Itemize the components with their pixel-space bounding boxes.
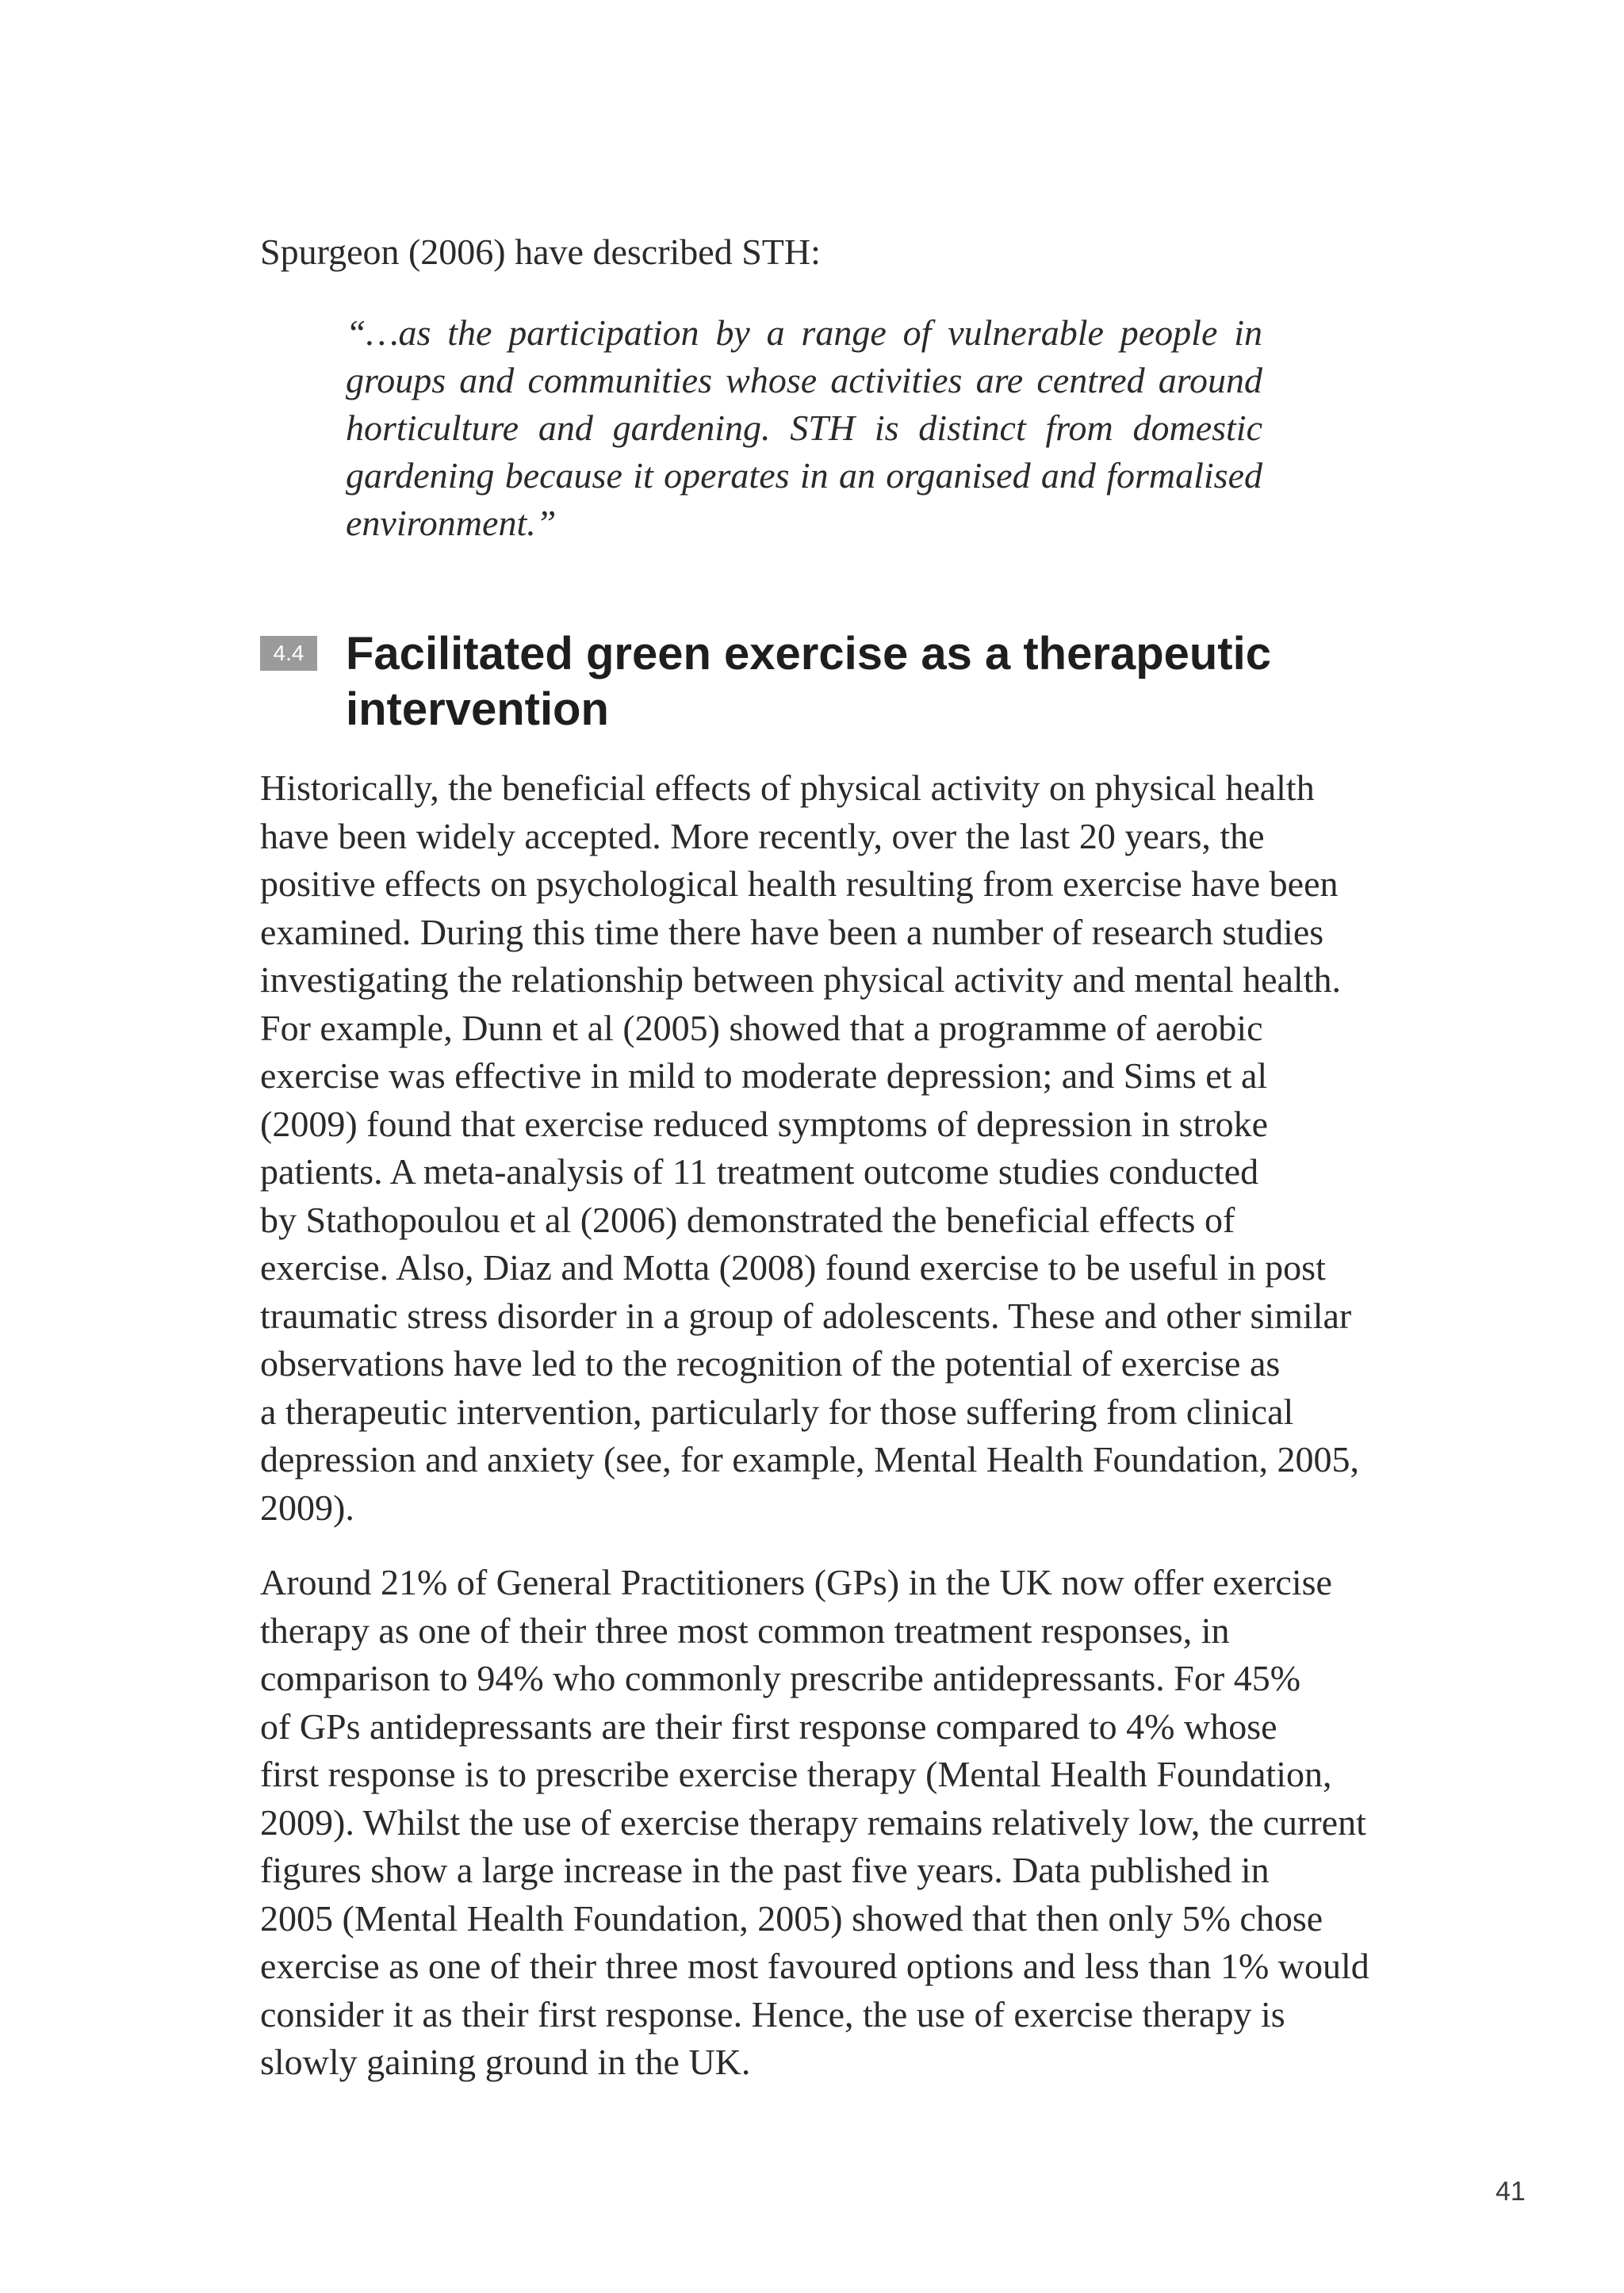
paragraph-line: a therapeutic intervention, particularly for those suffering from clinical [260,1391,1294,1432]
paragraph-line: have been widely accepted. More recently, over the last 20 years, the [260,815,1265,856]
page-number: 41 [1496,2176,1526,2207]
paragraph-line: comparison to 94% who commonly prescribe antidepressants. For 45% [260,1658,1301,1698]
paragraph-line: first response is to prescribe exercise therapy (Mental Health Foundation, [260,1754,1332,1794]
paragraph-line: exercise. Also, Diaz and Motta (2008) found exercise to be useful in post [260,1247,1326,1288]
paragraph-line: positive effects on psychological health resulting from exercise have been [260,863,1339,904]
paragraph-line: Around 21% of General Practitioners (GPs) in the UK now offer exercise [260,1562,1332,1602]
paragraph-line: 2009). Whilst the use of exercise therapy remains relatively low, the current [260,1801,1366,1843]
paragraph-line: slowly gaining ground in the UK. [260,2042,751,2082]
paragraph-line: exercise was effective in mild to moderate depression; and Sims et al [260,1055,1268,1096]
paragraph-line: (2009) found that exercise reduced symptoms of depression in stroke [260,1103,1269,1144]
paragraph-line: For example, Dunn et al (2005) showed that a programme of aerobic [260,1007,1263,1048]
section-title-line-1: Facilitated green exercise as a therapeutic [346,628,1271,679]
paragraph-line: 2009). [260,1487,354,1528]
body-paragraph-1 [260,764,1402,1532]
paragraph-line: investigating the relationship between physical activity and mental health. [260,959,1341,1000]
paragraph-line: traumatic stress disorder in a group of adolescents. These and other similar [260,1295,1352,1336]
section-number-badge: 4.4 [260,636,317,671]
paragraph-line: 2005 (Mental Health Foundation, 2005) showed that then only 5% chose [260,1897,1323,1939]
section-title [346,626,1377,737]
paragraph-line: consider it as their first response. Hence, the use of exercise therapy is [260,1993,1285,2035]
intro-text: Spurgeon (2006) have described STH: [260,232,821,272]
body-paragraph-2 [260,1559,1402,2087]
paragraph-line: figures show a large increase in the past five years. Data published in [260,1850,1270,1890]
paragraph-line: exercise as one of their three most favoured options and less than 1% would [260,1946,1369,1986]
paragraph-line: examined. During this time there have been a number of research studies [260,911,1324,952]
paragraph-line: by Stathopoulou et al (2006) demonstrated the beneficial effects of [260,1199,1235,1240]
paragraph-line: patients. A meta-analysis of 11 treatment outcome studies conducted [260,1151,1259,1192]
paragraph-line: therapy as one of their three most common treatment responses, in [260,1610,1230,1651]
paragraph-line: observations have led to the recognition of the potential of exercise as [260,1343,1281,1384]
paragraph-line: Historically, the beneficial effects of physical activity on physical health [260,768,1315,808]
section-title-line-2: intervention [346,683,609,735]
block-quote: “…as the participation by a range of vulnerable people in groups and communities whose activities are centred around horticulture and gardening. STH is distinct from domestic gardening because it operates in an organised and formalised environment.” [346,312,1262,543]
paragraph-line: of GPs antidepressants are their first response compared to 4% whose [260,1705,1277,1747]
paragraph-line: depression and anxiety (see, for example, Mental Health Foundation, 2005, [260,1439,1360,1480]
